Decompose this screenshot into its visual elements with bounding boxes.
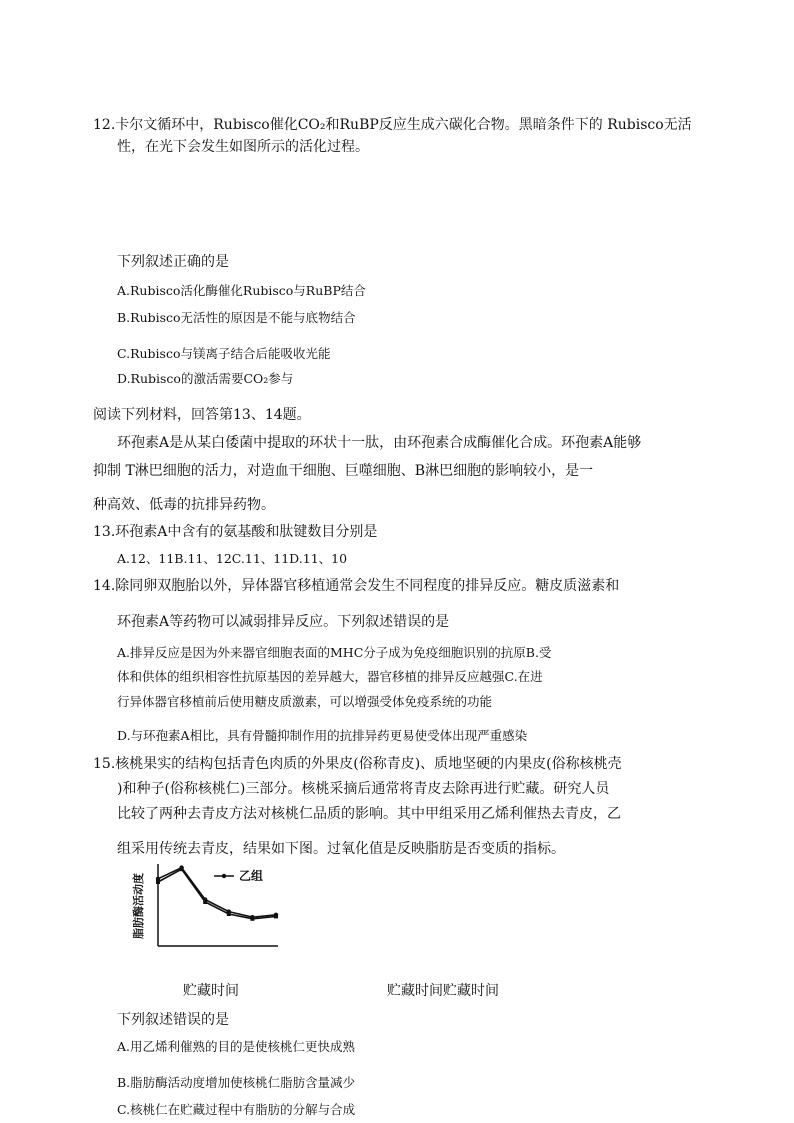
q15-stem-line1: 15.核桃果实的结构包括青色肉质的外果皮(俗称青皮)、质地坚硬的内果皮(俗称核桃壳 [93, 756, 622, 772]
q12-option-d: D.Rubisco的激活需要CO₂参与 [117, 371, 294, 386]
material-paragraph-line2: 抑制 T淋巴细胞的活力，对造血干细胞、巨噬细胞、B淋巴细胞的影响较小，是一 [93, 463, 594, 479]
q15-xaxis-label-2: 贮藏时间贮藏时间 [387, 983, 499, 999]
data-point [227, 912, 231, 916]
y-axis-label: 脂肪酶活动度 [132, 873, 145, 939]
q14-option-d: D.与环孢素A相比，具有骨髓抑制作用的抗排异药更易使受体出现严重感染 [117, 728, 528, 743]
q14-stem-line1: 14.除同卵双胞胎以外，异体器官移植通常会发生不同程度的排异反应。糖皮质滋素和 [93, 578, 620, 594]
legend-marker [222, 874, 226, 878]
material-intro: 阅读下列材料，回答第13、14题。 [93, 407, 311, 423]
chart-labels [131, 868, 263, 939]
q12-stem-line2: 性，在光下会发生如图所示的活化过程。 [117, 139, 369, 155]
q12-option-a: A.Rubisco活化酶催化Rubisco与RuBP结合 [117, 283, 366, 298]
data-point [203, 900, 207, 904]
q12-option-b: B.Rubisco无活性的原因是不能与底物结合 [117, 310, 356, 325]
q15-stem-line2: )和种子(俗称核桃仁)三部分。核桃采摘后通常将青皮去除再进行贮藏。研究人员 [117, 781, 610, 797]
q14-option-c: 行异体器官移植前后使用糖皮质激素，可以增强受体免疫系统的功能 [117, 694, 493, 709]
q12-option-c: C.Rubisco与镁离子结合后能吸收光能 [117, 346, 331, 361]
q12-stem-line1: 12.卡尔文循环中，Rubisco催化CO₂和RuBP反应生成六碳化合物。黑暗条件下的 Rubisco无活 [93, 117, 692, 133]
legend-label: 乙组 [239, 869, 264, 883]
q14-option-a: A.排异反应是因为外来器官细胞表面的MHC分子成为免疫细胞识别的抗原B.受 [117, 645, 552, 660]
q15-stem-line3: 比较了两种去青皮方法对核桃仁品质的影响。其中甲组采用乙烯利催热去青皮，乙 [117, 806, 621, 822]
q13-stem: 13.环孢素A中含有的氨基酸和肽键数目分别是 [93, 524, 378, 540]
q15-option-a: A.用乙烯利催熟的目的是使核桃仁更快成熟 [117, 1039, 356, 1054]
material-paragraph-line1: 环孢素A是从某白倭菌中提取的环状十一肽，由环孢素合成酶催化合成。环孢素A能够 [117, 435, 642, 451]
q15-option-b: B.脂肪酶活动度增加使核桃仁脂肪含量减少 [117, 1075, 356, 1090]
q14-stem-line2: 环孢素A等药物可以减弱排异反应。下列叙述错误的是 [117, 614, 450, 630]
data-point [156, 880, 160, 884]
q15-stem-line4: 组采用传统去青皮，结果如下图。过氧化值是反映脂肪是否变质的指标。 [117, 841, 565, 857]
data-point [250, 917, 254, 921]
q12-prompt: 下列叙述正确的是 [117, 254, 229, 270]
q15-prompt: 下列叙述错误的是 [117, 1012, 229, 1028]
q15-lipase-chart [130, 862, 290, 952]
q14-option-b: 体和供体的组织相容性抗原基因的差异越大，器官移植的排异反应越强C.在进 [117, 669, 543, 684]
material-paragraph-line3: 种高效、低毒的抗排异药物。 [93, 497, 275, 513]
data-point [180, 867, 184, 871]
q15-option-c: C.核桃仁在贮藏过程中有脂肪的分解与合成 [117, 1102, 356, 1117]
q13-options: A.12、11B.11、12C.11、11D.11、10 [117, 551, 348, 566]
q15-xaxis-label-1: 贮藏时间 [183, 983, 239, 999]
data-point [274, 914, 278, 918]
